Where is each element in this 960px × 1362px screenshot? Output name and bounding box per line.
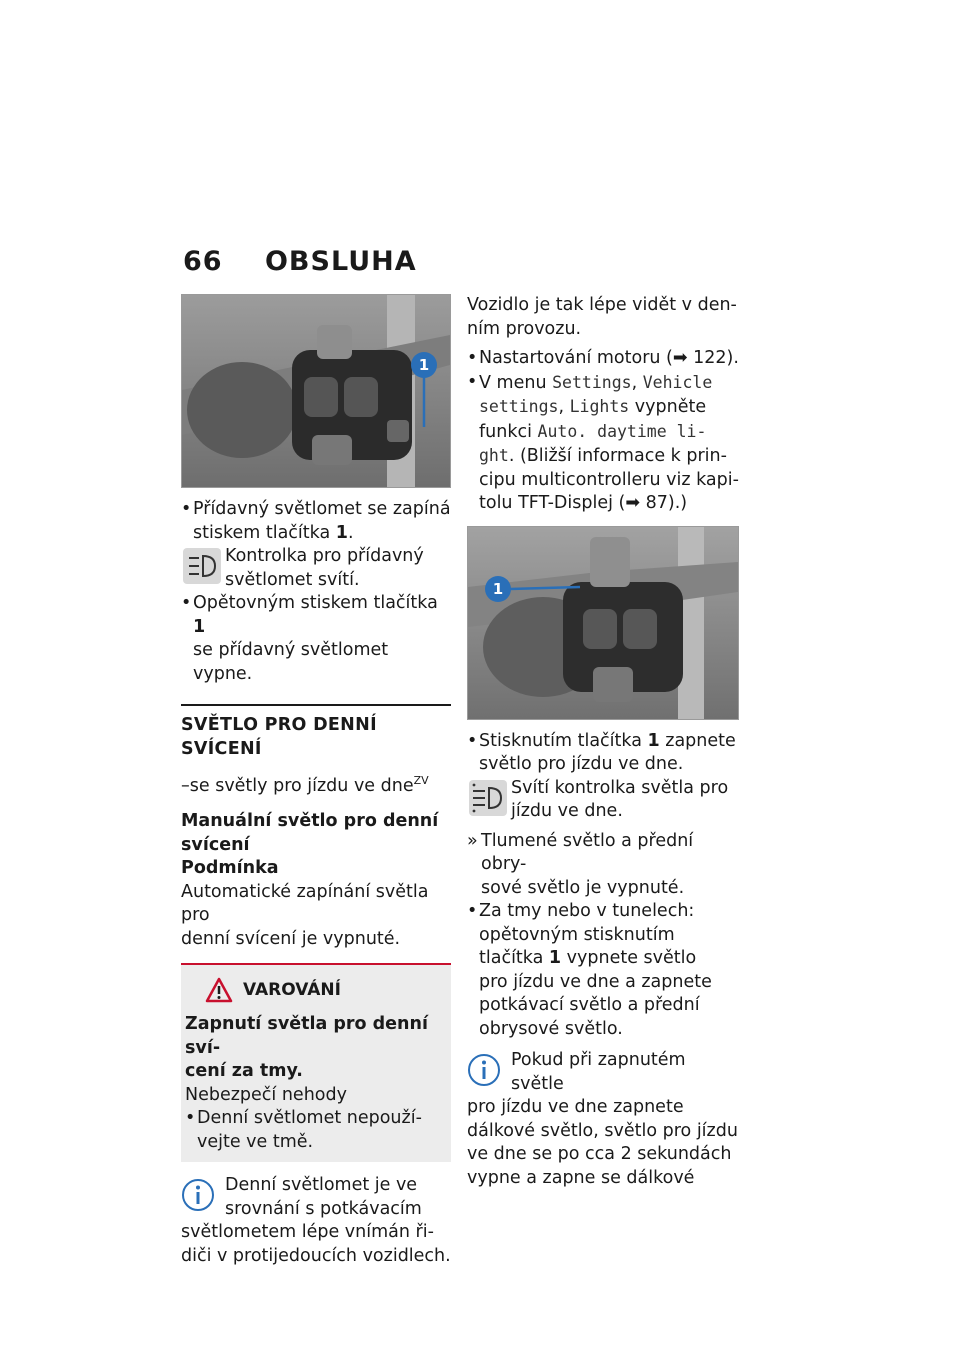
auxiliary-light-indicator-icon <box>183 548 221 584</box>
daytime-light-indicator-icon <box>469 780 507 816</box>
subsection-title: Manuální světlo pro denní svícení <box>181 811 439 855</box>
list-item: • V menu Settings, Vehicle settings, Lights vypněte funkci Auto. daytime li- ght. (Bližší informace k prin- cipu multicontrolleru viz kapi- tolu TFT-Displej (➡ 87).) <box>467 371 739 513</box>
section-subtitle: –se světly pro jízdu ve dne$^{ZV}$ <box>181 774 429 796</box>
left-column <box>181 294 451 1268</box>
info-note: Pokud při zapnutém světle pro jízdu ve dne zapnete dálkové světlo, světlo pro jízdu ve dne se po cca 2 sekundách vypne a zapne se dálkové <box>467 1050 738 1188</box>
page-ref-arrow-icon: ➡ <box>672 348 694 368</box>
handlebar-switch-photo-daytime-light <box>467 526 739 720</box>
page-number: 66 <box>183 246 223 277</box>
section-divider <box>181 704 451 706</box>
warning-triangle-icon <box>205 977 233 1003</box>
figure-callout-number: 1 <box>418 356 430 374</box>
result-item: » Tlumené světlo a přední obry- sové světlo je vypnuté. <box>467 830 694 898</box>
right-column <box>467 294 742 1190</box>
warning-list-item: • Denní světlomet nepouží- vejte ve tmě. <box>185 1108 422 1152</box>
warning-label: VAROVÁNÍ <box>243 979 341 1000</box>
warning-text: Nebezpečí nehody <box>185 1084 347 1105</box>
info-icon <box>467 1053 501 1087</box>
page-ref-arrow-icon: ➡ <box>625 493 646 513</box>
indicator-note: Kontrolka pro přídavný světlomet svítí. <box>181 545 451 592</box>
handlebar-switch-photo-auxiliary-light <box>181 294 451 488</box>
list-item: • Za tmy nebo v tunelech: opětovným stisknutím tlačítka 1 vypnete světlo pro jízdu ve dne a zapnete potkávací světlo a přední obrysové světlo. <box>467 901 712 1039</box>
page-title: OBSLUHA <box>264 246 417 277</box>
section-title: SVĚTLO PRO DENNÍ SVÍCENÍ <box>181 715 377 759</box>
list-item: • Nastartování motoru (➡ 122). <box>467 348 739 368</box>
figure-callout-number: 1 <box>492 579 504 598</box>
warning-heading: Zapnutí světla pro denní sví- cení za tmy. <box>185 1014 428 1082</box>
condition-title: Podmínka <box>181 858 279 879</box>
info-note: Denní světlomet je ve srovnání s potkávacím světlometem lépe vnímán ři- diči v protijedoucích vozidlech. <box>181 1175 451 1266</box>
list-item: • Přídavný světlomet se zapíná stiskem tlačítka 1. <box>181 499 451 543</box>
page-header <box>183 246 417 277</box>
condition-text: Automatické zapínání světla pro denní svícení je vypnuté. <box>181 881 429 949</box>
intro-text: Vozidlo je tak lépe vidět v den- ním provozu. <box>467 295 737 339</box>
warning-box <box>181 963 451 1162</box>
info-icon <box>181 1178 215 1212</box>
list-item: • Stisknutím tlačítka 1 zapnete světlo pro jízdu ve dne. <box>467 730 736 774</box>
indicator-note: Svítí kontrolka světla pro jízdu ve dne. <box>467 777 742 824</box>
list-item: • Opětovným stiskem tlačítka 1 se přídavný světlomet vypne. <box>181 593 438 684</box>
